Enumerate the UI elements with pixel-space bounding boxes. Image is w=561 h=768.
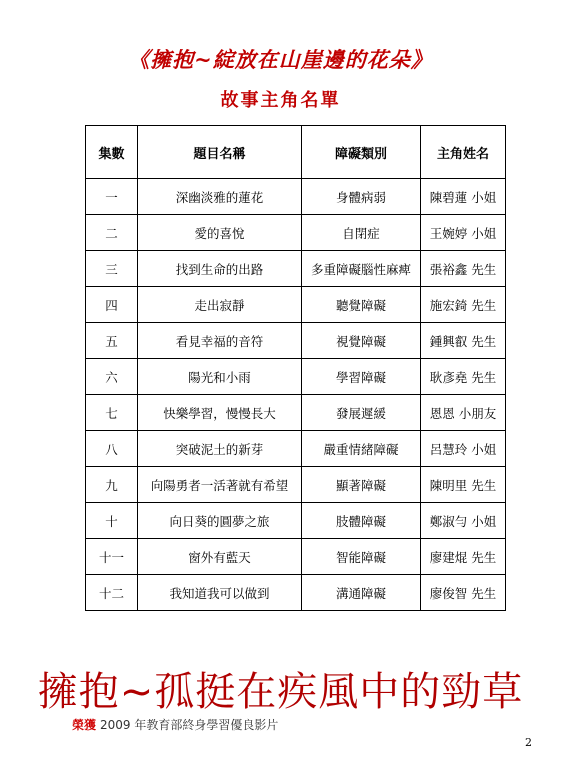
cell-topic: 窗外有藍天 <box>138 539 302 575</box>
slogan-banner: 擁抱~孤挺在疾風中的勁草 <box>37 669 524 715</box>
cell-category: 發展遲緩 <box>302 395 421 431</box>
table-row <box>86 359 506 395</box>
table-row <box>86 539 506 575</box>
cell-episode: 十二 <box>86 575 138 611</box>
cell-category: 肢體障礙 <box>302 503 421 539</box>
header-topic: 題目名稱 <box>138 126 302 179</box>
cell-episode: 二 <box>86 215 138 251</box>
table-row <box>86 215 506 251</box>
cell-topic: 走出寂靜 <box>138 287 302 323</box>
cell-name: 恩恩 小朋友 <box>421 395 506 431</box>
cell-name: 廖建焜 先生 <box>421 539 506 575</box>
table-row <box>86 251 506 287</box>
cell-topic: 向日葵的圓夢之旅 <box>138 503 302 539</box>
table-row <box>86 287 506 323</box>
page-number: 2 <box>525 736 532 749</box>
cell-name: 呂慧玲 小姐 <box>421 431 506 467</box>
cell-episode: 四 <box>86 287 138 323</box>
cell-name: 張裕鑫 先生 <box>421 251 506 287</box>
cell-episode: 五 <box>86 323 138 359</box>
document-subtitle: 故事主角名單 <box>220 90 341 111</box>
header-name: 主角姓名 <box>421 126 506 179</box>
cell-episode: 八 <box>86 431 138 467</box>
cell-name: 鍾興叡 先生 <box>421 323 506 359</box>
cell-category: 聽覺障礙 <box>302 287 421 323</box>
table-row <box>86 431 506 467</box>
cell-topic: 快樂學習，慢慢長大 <box>138 395 302 431</box>
award-text: 2009 年教育部終身學習優良影片 <box>100 718 279 732</box>
cell-episode: 十 <box>86 503 138 539</box>
table-row <box>86 503 506 539</box>
cell-topic: 陽光和小雨 <box>138 359 302 395</box>
cell-episode: 六 <box>86 359 138 395</box>
cell-topic: 深幽淡雅的蓮花 <box>138 179 302 215</box>
cell-episode: 一 <box>86 179 138 215</box>
cell-name: 施宏錡 先生 <box>421 287 506 323</box>
cell-category: 溝通障礙 <box>302 575 421 611</box>
cell-episode: 三 <box>86 251 138 287</box>
cell-name: 廖俊智 先生 <box>421 575 506 611</box>
table-row <box>86 467 506 503</box>
cell-episode: 十一 <box>86 539 138 575</box>
cell-category: 視覺障礙 <box>302 323 421 359</box>
cell-episode: 九 <box>86 467 138 503</box>
header-episode: 集數 <box>86 126 138 179</box>
award-tag: 榮獲 <box>72 718 97 732</box>
cell-topic: 突破泥土的新芽 <box>138 431 302 467</box>
document-title: 《擁抱~綻放在山崖邊的花朵》 <box>128 47 433 72</box>
cell-category: 身體病弱 <box>302 179 421 215</box>
cell-category: 智能障礙 <box>302 539 421 575</box>
cell-episode: 七 <box>86 395 138 431</box>
cell-category: 嚴重情緒障礙 <box>302 431 421 467</box>
cell-category: 顯著障礙 <box>302 467 421 503</box>
cell-topic: 看見幸福的音符 <box>138 323 302 359</box>
cell-category: 多重障礙腦性麻痺 <box>302 251 421 287</box>
cast-table <box>85 125 506 611</box>
table-row <box>86 179 506 215</box>
award-line <box>72 716 278 733</box>
cell-category: 自閉症 <box>302 215 421 251</box>
cell-topic: 我知道我可以做到 <box>138 575 302 611</box>
header-category: 障礙類別 <box>302 126 421 179</box>
cell-name: 鄭淑勻 小姐 <box>421 503 506 539</box>
table-row <box>86 575 506 611</box>
table-row <box>86 323 506 359</box>
cell-topic: 找到生命的出路 <box>138 251 302 287</box>
cell-name: 陳碧蓮 小姐 <box>421 179 506 215</box>
cell-name: 王婉婷 小姐 <box>421 215 506 251</box>
cell-topic: 向陽勇者一活著就有希望 <box>138 467 302 503</box>
cell-topic: 愛的喜悅 <box>138 215 302 251</box>
table-row <box>86 395 506 431</box>
cell-name: 陳明里 先生 <box>421 467 506 503</box>
cell-category: 學習障礙 <box>302 359 421 395</box>
cell-name: 耿彥堯 先生 <box>421 359 506 395</box>
table-header-row <box>86 126 506 179</box>
